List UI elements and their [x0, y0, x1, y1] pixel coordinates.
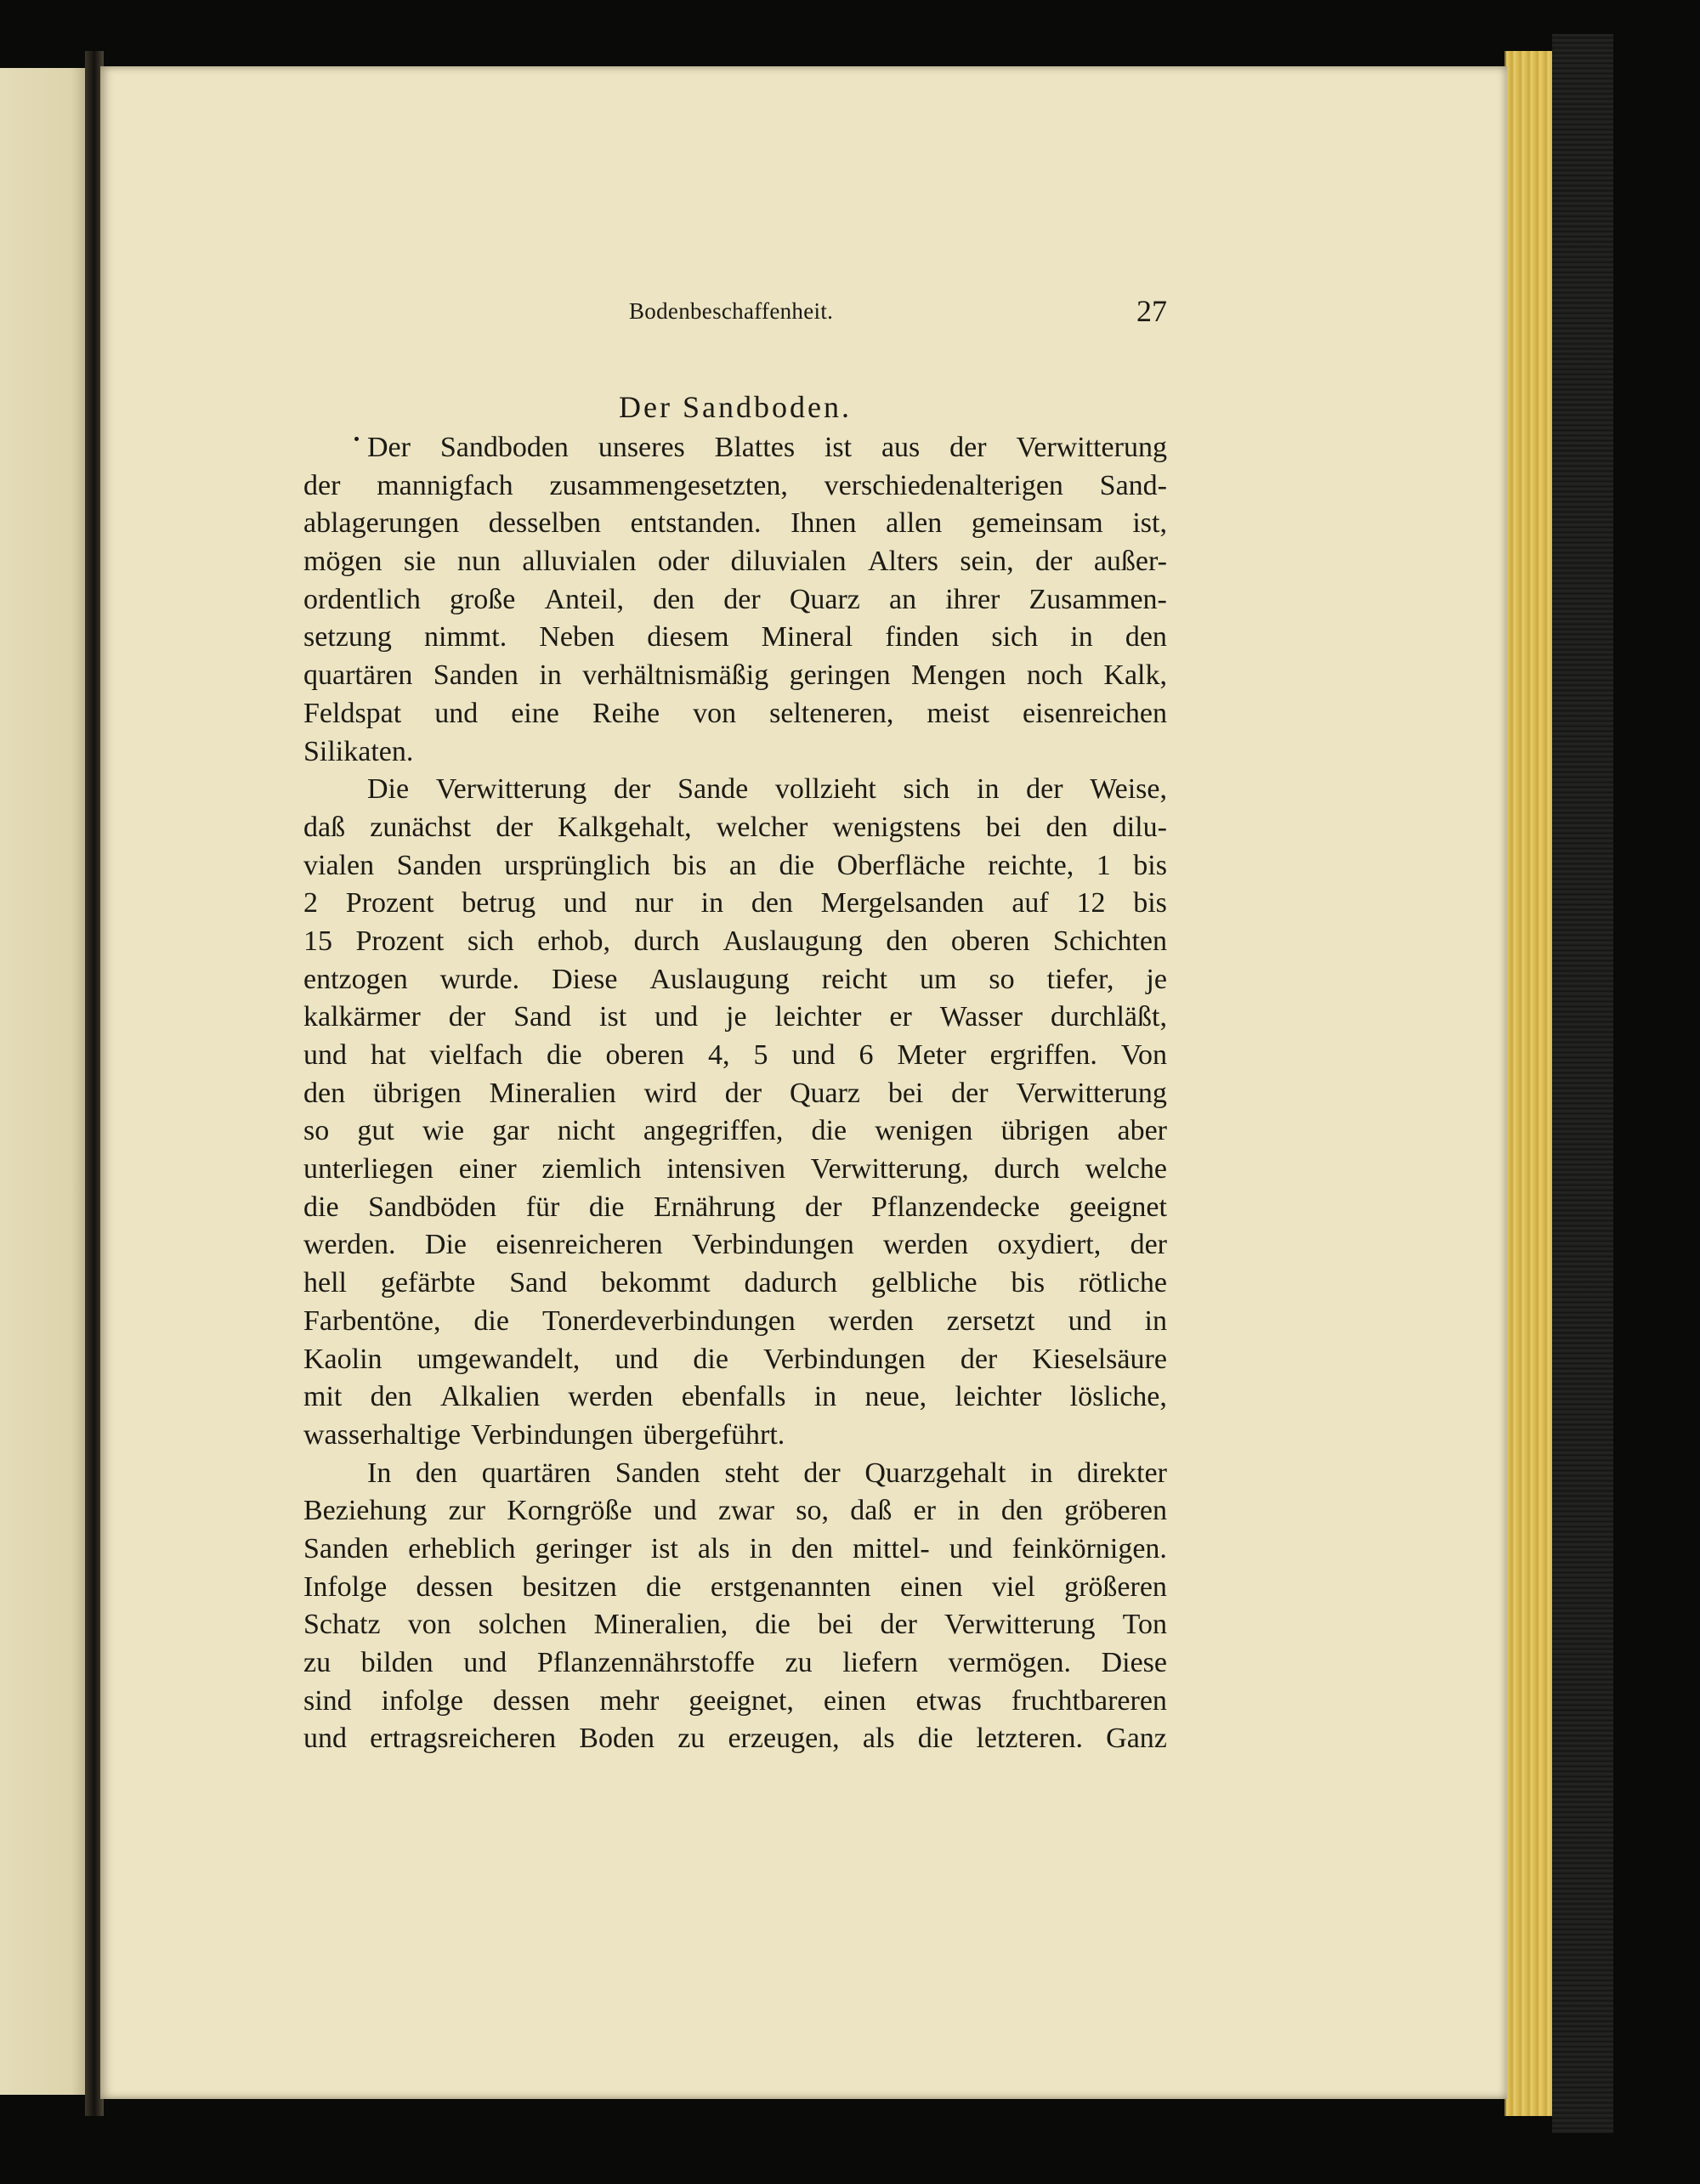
- text-line: die Sandböden für die Ernährung der Pflanzendecke geeignet: [303, 1191, 1167, 1223]
- text-line: Der Sandboden unseres Blattes ist aus der Verwitterung: [367, 432, 1167, 463]
- text-line: zu bilden und Pflanzennährstoffe zu liefern vermögen. Diese: [303, 1647, 1167, 1678]
- paragraph: [303, 429, 1167, 771]
- body-text: [303, 429, 1167, 1758]
- paragraph: [303, 1455, 1167, 1759]
- page-number: 27: [1136, 294, 1167, 328]
- text-line: werden. Die eisenreicheren Verbindungen werden oxydiert, der: [303, 1229, 1167, 1261]
- section-heading: Der Sandboden.: [619, 390, 852, 424]
- text-line: mit den Alkalien werden ebenfalls in neue, leichter lösliche,: [303, 1381, 1167, 1413]
- text-line: sind infolge dessen mehr geeignet, einen etwas fruchtbareren: [303, 1684, 1167, 1717]
- facing-page-edge: [0, 68, 89, 2095]
- text-line: mögen sie nun alluvialen oder diluvialen Alters sein, der außer-: [303, 546, 1167, 578]
- text-line: daß zunächst der Kalkgehalt, welcher wenigstens bei den dilu-: [303, 811, 1167, 843]
- gilded-page-edges: [1504, 51, 1554, 2116]
- text-line: Infolge dessen besitzen die erstgenannten einen viel größeren: [303, 1570, 1167, 1603]
- text-line: ordentlich große Anteil, den der Quarz an ihrer Zusammen-: [303, 583, 1167, 615]
- running-title: Bodenbeschaffenheit.: [629, 298, 834, 324]
- text-line: Farbentöne, die Tonerdeverbindungen werden zersetzt und in: [303, 1304, 1167, 1337]
- text-line: und hat vielfach die oberen 4, 5 und 6 Meter ergriffen. Von: [303, 1039, 1167, 1071]
- text-line: vialen Sanden ursprünglich bis an die Oberfläche reichte, 1 bis: [303, 849, 1167, 881]
- text-line: Beziehung zur Korngröße und zwar so, daß er in den gröberen: [303, 1495, 1167, 1527]
- text-line: Schatz von solchen Mineralien, die bei der Verwitterung Ton: [303, 1609, 1167, 1641]
- text-line: der mannigfach zusammengesetzten, verschiedenalterigen Sand-: [303, 469, 1167, 501]
- text-line: Kaolin umgewandelt, und die Verbindungen der Kieselsäure: [303, 1343, 1167, 1375]
- text-line: unterliegen einer ziemlich intensiven Verwitterung, durch welche: [303, 1153, 1167, 1185]
- text-line: so gut wie gar nicht angegriffen, die wenigen übrigen aber: [303, 1115, 1167, 1147]
- page-header: [303, 293, 1167, 336]
- text-line: hell gefärbte Sand bekommt dadurch gelbliche bis rötliche: [303, 1267, 1167, 1299]
- text-line: In den quartären Sanden steht der Quarzgehalt in direkter: [367, 1457, 1167, 1489]
- book-cover-edge: [1552, 34, 1613, 2133]
- text-line: den übrigen Mineralien wird der Quarz bei der Verwitterung: [303, 1077, 1167, 1109]
- text-line: kalkärmer der Sand ist und je leichter er Wasser durchläßt,: [303, 1001, 1167, 1033]
- text-line: ablagerungen desselben entstanden. Ihnen allen gemeinsam ist,: [303, 507, 1167, 540]
- text-line: entzogen wurde. Diese Auslaugung reicht um so tiefer, je: [303, 963, 1167, 995]
- text-line: setzung nimmt. Neben diesem Mineral finden sich in den: [303, 621, 1167, 654]
- paragraph: [303, 771, 1167, 1454]
- text-line: Silikaten.: [303, 735, 414, 767]
- text-line: Feldspat und eine Reihe von selteneren, meist eisenreichen: [303, 697, 1167, 729]
- text-line: quartären Sanden in verhältnismäßig geringen Mengen noch Kalk,: [303, 659, 1167, 692]
- text-line: Sanden erheblich geringer ist als in den mittel- und feinkörnigen.: [303, 1532, 1167, 1564]
- text-line: 15 Prozent sich erhob, durch Auslaugung den oberen Schichten: [303, 925, 1167, 957]
- text-line: und ertragsreicheren Boden zu erzeugen, als die letzteren. Ganz: [303, 1723, 1167, 1755]
- text-line: wasserhaltige Verbindungen übergeführt.: [303, 1418, 785, 1451]
- text-line: 2 Prozent betrug und nur in den Mergelsanden auf 12 bis: [303, 887, 1167, 919]
- text-line: Die Verwitterung der Sande vollzieht sich in der Weise,: [367, 773, 1167, 806]
